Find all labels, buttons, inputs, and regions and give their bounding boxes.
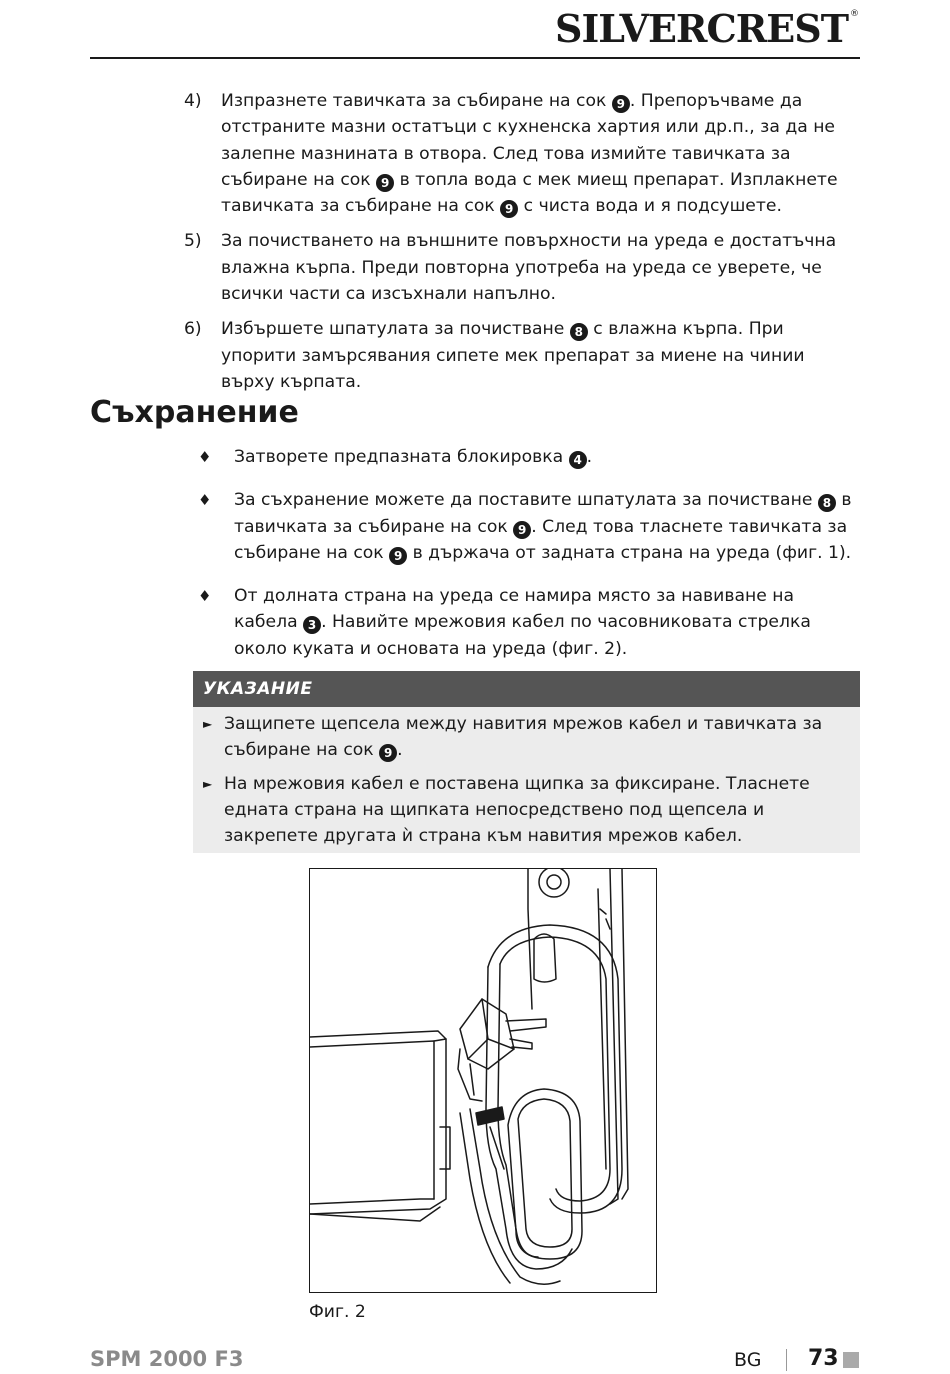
note-box bbox=[193, 671, 860, 853]
arrow-bullet-icon: ► bbox=[203, 776, 213, 791]
section-title: Съхранение bbox=[90, 395, 299, 430]
diamond-bullet-icon: ♦ bbox=[198, 448, 212, 466]
language-code: BG bbox=[734, 1349, 762, 1371]
header-rule bbox=[90, 57, 860, 59]
brand-name: SILVERCREST bbox=[555, 6, 848, 51]
bullet-lead-text: От долната страна на уреда се намира място за навиване на кабела bbox=[234, 586, 795, 633]
bullet-list bbox=[198, 444, 860, 679]
model-number: SPM 2000 F3 bbox=[90, 1347, 244, 1371]
diamond-bullet-icon: ♦ bbox=[198, 491, 212, 510]
bullet-item bbox=[198, 487, 860, 566]
footer-divider bbox=[786, 1349, 787, 1371]
note-heading: УКАЗАНИЕ bbox=[193, 671, 860, 707]
bullet-item bbox=[198, 583, 860, 662]
step-list bbox=[184, 88, 860, 404]
step-text: Избършете шпатулата за почистване 8 с влажна кърпа. При упорити замърсявания сипете мек препарат за миене на чинии върху кърпата. bbox=[221, 319, 805, 392]
bullet-rest-text: 3 . Навийте мрежовия кабел по часовниковата стрелка около куката и основата на уреда (фиг. 2). bbox=[234, 612, 811, 659]
bullet-text: Затворете предпазната блокировка 4 . bbox=[234, 447, 593, 467]
step-number: 4) bbox=[184, 91, 202, 111]
page-square-icon bbox=[843, 1352, 859, 1368]
bullet-item bbox=[198, 444, 860, 470]
diamond-bullet-icon: ♦ bbox=[198, 587, 212, 606]
part-number-badge: 9 bbox=[612, 95, 630, 113]
step-item bbox=[184, 88, 860, 219]
part-number-badge: 9 bbox=[500, 200, 518, 218]
step-number: 6) bbox=[184, 319, 202, 340]
bullet-text bbox=[234, 583, 860, 662]
note-item bbox=[203, 711, 846, 764]
note-item bbox=[203, 771, 846, 850]
figure-illustration bbox=[309, 868, 657, 1293]
bullet-text: За съхранение можете да поставите шпатулата за почистване 8 в тавичката за събиране на сок 9 . След това тласнете тавичката за събиране на сок 9 в държача от задната страна на уреда (фиг. 1). bbox=[234, 490, 852, 563]
part-number-badge: 9 bbox=[379, 744, 397, 762]
part-number-badge: 9 bbox=[389, 547, 407, 565]
arrow-bullet-icon: ► bbox=[203, 717, 213, 731]
brand-logo bbox=[555, 6, 858, 51]
part-number-badge: 4 bbox=[569, 451, 587, 469]
part-number-badge: 3 bbox=[303, 616, 321, 634]
registered-mark: ® bbox=[850, 9, 858, 19]
step-item bbox=[184, 228, 860, 307]
page-number: 73 bbox=[808, 1346, 839, 1371]
part-number-badge: 9 bbox=[376, 174, 394, 192]
step-text: Изпразнете тавичката за събиране на сок 9 . Препоръчваме да отстраните мазни остатъци с кухненска хартия или др.п., за да не залепне мазнината в отвора. След това измийте тавичката за събиране на сок 9 в топла вода с мек миещ препарат. Изплакнете тавичката за събиране на сок 9 с чиста вода и я подсушете. bbox=[221, 91, 838, 217]
note-text: На мрежовия кабел е поставена щипка за фиксиране. Тласнете едната страна на щипката непосредствено под щепсела и закрепете другата ѝ страна към навития мрежов кабел. bbox=[224, 773, 810, 847]
part-number-badge: 9 bbox=[513, 521, 531, 539]
cable-winding-drawing bbox=[310, 869, 656, 1292]
part-number-badge: 8 bbox=[818, 494, 836, 512]
step-item bbox=[184, 316, 860, 395]
note-body bbox=[193, 707, 860, 849]
step-number: 5) bbox=[184, 231, 202, 252]
figure-caption: Фиг. 2 bbox=[309, 1302, 366, 1322]
part-number-badge: 8 bbox=[570, 323, 588, 341]
step-text: За почистването на външните повърхности на уреда е достатъчна влажна кърпа. Преди повторна употреба на уреда се уверете, че всички части са изсъхнали напълно. bbox=[221, 231, 837, 305]
note-text: Защипете щепсела между навития мрежов кабел и тавичката за събиране на сок 9 . bbox=[224, 714, 823, 761]
